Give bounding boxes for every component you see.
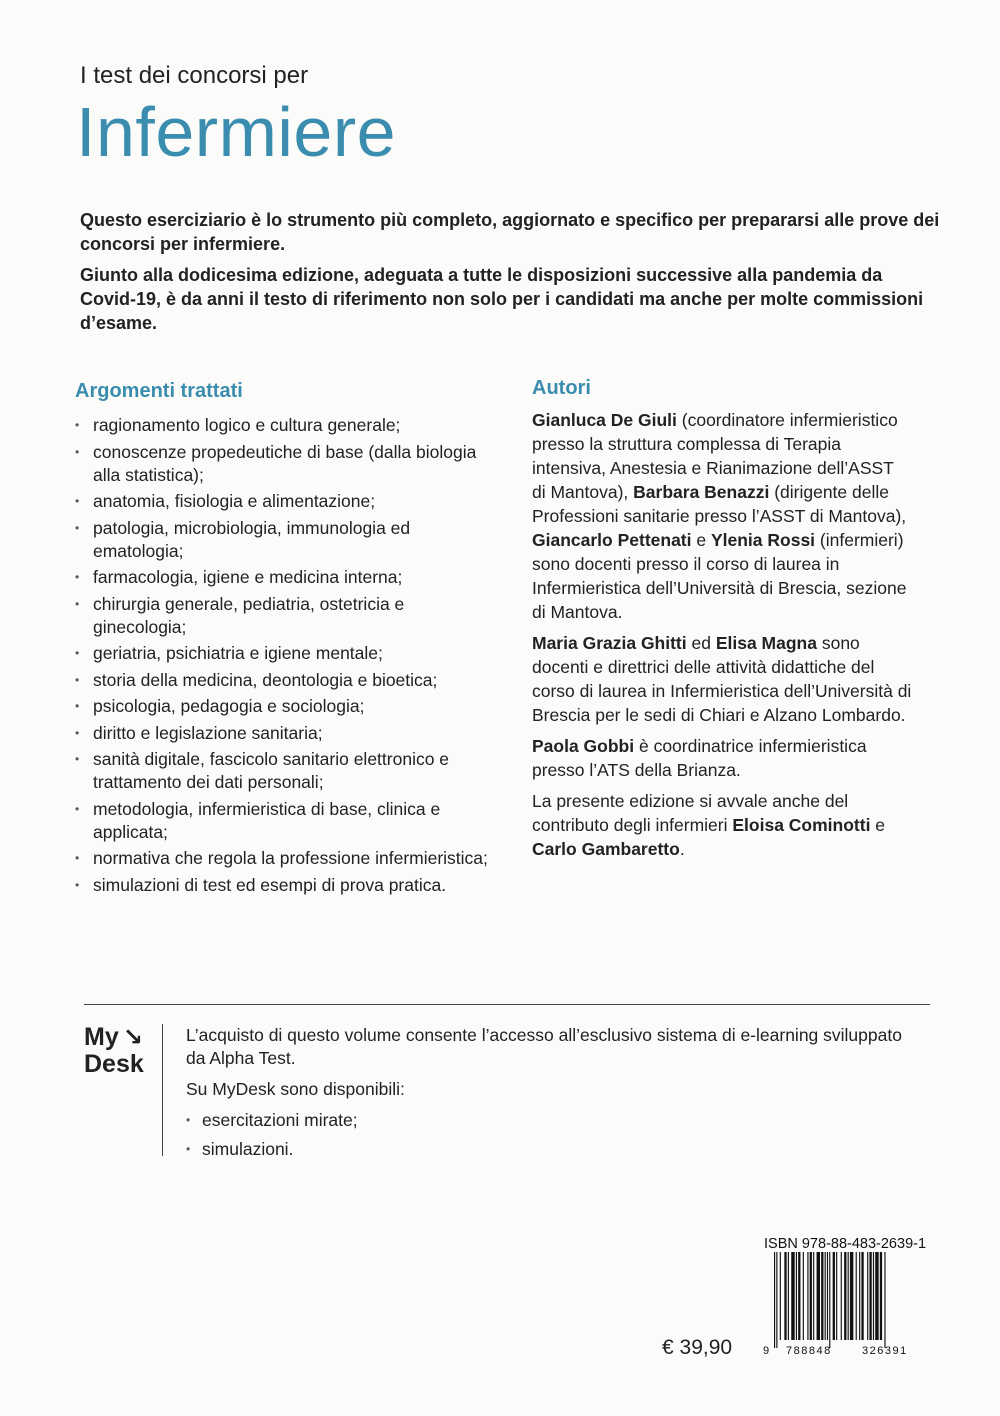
- barcode-bar: [821, 1252, 823, 1340]
- barcode-bar: [784, 1252, 786, 1340]
- barcode-bar: [829, 1252, 830, 1348]
- barcode-bar: [807, 1252, 808, 1340]
- barcode-bar: [780, 1252, 781, 1340]
- barcode-bar: [873, 1252, 874, 1340]
- logo-text-desk: Desk: [84, 1050, 144, 1078]
- author-desc: e: [691, 530, 711, 550]
- author-desc: La presente edizione si avvale anche del contributo degli infermieri: [532, 791, 849, 835]
- list-item: • anatomia, fisiologia e alimentazione;: [75, 490, 495, 513]
- list-item: • simulazioni di test ed esempi di prova pratica.: [75, 874, 495, 897]
- list-item: • esercitazioni mirate;: [186, 1109, 926, 1132]
- logo-divider: [162, 1024, 163, 1156]
- barcode-bar: [836, 1252, 837, 1340]
- list-item: • psicologia, pedagogia e sociologia;: [75, 695, 495, 718]
- price-label: € 39,90: [662, 1336, 733, 1359]
- barcode-bar: [796, 1252, 797, 1340]
- barcode-bar: [776, 1252, 777, 1348]
- author-desc: e: [870, 815, 886, 835]
- list-item: • farmacologia, igiene e medicina interna;: [75, 566, 495, 589]
- book-title: Infermiere: [76, 93, 397, 171]
- barcode-bar: [859, 1252, 860, 1340]
- topics-heading: Argomenti trattati: [75, 380, 243, 402]
- barcode: [762, 1252, 936, 1356]
- barcode-bar: [856, 1252, 857, 1340]
- list-item: • storia della medicina, deontologia e bioetica;: [75, 669, 495, 692]
- barcode-bar: [791, 1252, 794, 1340]
- list-item: • chirurgia generale, pediatria, ostetricia e ginecologia;: [75, 593, 495, 639]
- author-desc: sono docenti e direttrici delle attività didattiche del corso di laurea in Infermieristica dell’Università di Brescia per le sedi di Chiari e Alzano Lombardo.: [532, 633, 912, 725]
- barcode-digit-first: 9: [763, 1345, 770, 1356]
- mydesk-logo: [84, 1024, 164, 1077]
- author-name: Ylenia Rossi: [710, 530, 816, 550]
- list-item: • sanità digitale, fascicolo sanitario elettronico e trattamento dei dati personali;: [75, 748, 495, 794]
- barcode-bar: [844, 1252, 846, 1340]
- author-name: Maria Grazia Ghitti: [532, 633, 687, 653]
- barcode-digits-right: 326391: [862, 1345, 908, 1356]
- author-name: Elisa Magna: [715, 633, 817, 653]
- barcode-digits-left: 788848: [786, 1345, 832, 1356]
- barcode-bar: [788, 1252, 789, 1340]
- author-desc: (dirigente delle Professioni sanitarie presso l’ASST di Mantova),: [532, 482, 907, 526]
- mydesk-paragraph-1: L’acquisto di questo volume consente l’accesso all’esclusivo sistema di e-learning sviluppato da Alpha Test.: [186, 1025, 902, 1068]
- intro-paragraph-2: Giunto alla dodicesima edizione, adeguata a tutte le disposizioni successive alla pandemia da Covid-19, è da anni il testo di riferimento non solo per i candidati ma anche per molte commissioni d’esame.: [80, 265, 924, 333]
- list-item: • metodologia, infermieristica di base, clinica e applicata;: [75, 798, 495, 844]
- barcode-bar: [861, 1252, 863, 1340]
- barcode-bar: [884, 1252, 885, 1348]
- barcode-bar: [774, 1252, 775, 1348]
- barcode-bar: [841, 1252, 842, 1340]
- barcode-bar: [813, 1252, 814, 1340]
- authors-paragraph-2: [532, 631, 912, 727]
- barcode-bar: [827, 1252, 828, 1340]
- series-kicker: I test dei concorsi per: [80, 62, 309, 89]
- list-item: • patologia, microbiologia, immunologia ed ematologia;: [75, 517, 495, 563]
- author-desc: (coordinatore infermieristico presso la struttura complessa di Terapia intensiva, Anestesia e Rianimazione dell’ASST di Mantova),: [532, 410, 898, 502]
- author-name: Gianluca De Giuli: [532, 410, 677, 430]
- author-name: Paola Gobbi: [532, 736, 635, 756]
- barcode-bar: [803, 1252, 804, 1340]
- authors-text: [532, 408, 912, 868]
- authors-paragraph-3: [532, 734, 912, 782]
- author-desc: (infermieri) sono docenti presso il corso di laurea in Infermieristica dell’Università di Brescia, sezione di Mantova.: [532, 530, 907, 622]
- barcode-bar: [798, 1252, 800, 1340]
- mydesk-paragraph-2: Su MyDesk sono disponibili:: [186, 1079, 405, 1099]
- author-name: Eloisa Cominotti: [732, 815, 871, 835]
- mydesk-text: [186, 1024, 926, 1167]
- barcode-bars: [774, 1252, 886, 1348]
- author-desc: è coordinatrice infermieristica presso l’ATS della Brianza.: [532, 736, 867, 780]
- intro-paragraph-1: Questo eserciziario è lo strumento più completo, aggiornato e specifico per prepararsi alle prove dei concorsi per infermiere.: [80, 210, 940, 254]
- author-name: Giancarlo Pettenati: [532, 530, 692, 550]
- authors-paragraph-1: [532, 408, 912, 624]
- barcode-bar: [850, 1252, 853, 1340]
- author-name: Barbara Benazzi: [633, 482, 770, 502]
- barcode-bar: [875, 1252, 878, 1340]
- barcode-bar: [869, 1252, 871, 1340]
- barcode-bar: [848, 1252, 849, 1340]
- barcode-bar: [867, 1252, 868, 1340]
- section-divider: [84, 1004, 930, 1005]
- logo-text-my: My: [84, 1023, 119, 1051]
- barcode-bar: [825, 1252, 826, 1340]
- list-item: • geriatria, psichiatria e igiene mentale;: [75, 642, 495, 665]
- list-item: • simulazioni.: [186, 1138, 926, 1161]
- authors-paragraph-4: [532, 789, 912, 861]
- barcode-bar: [880, 1252, 882, 1340]
- author-name: Carlo Gambaretto: [532, 839, 680, 859]
- list-item: • ragionamento logico e cultura generale;: [75, 414, 495, 437]
- barcode-bar: [810, 1252, 812, 1340]
- list-item: • normativa che regola la professione infermieristica;: [75, 847, 495, 870]
- author-desc: ed: [686, 633, 716, 653]
- arrow-down-right-icon: ↘: [122, 1024, 143, 1051]
- topics-list: [75, 414, 495, 900]
- author-desc: .: [679, 839, 685, 859]
- barcode-bar: [817, 1252, 820, 1340]
- barcode-bar: [833, 1252, 835, 1340]
- list-item: • conoscenze propedeutiche di base (dalla biologia alla statistica);: [75, 441, 495, 487]
- intro-text: [80, 208, 940, 342]
- isbn-label: ISBN 978-88-483-2639-1: [764, 1236, 927, 1252]
- mydesk-list: [186, 1109, 926, 1161]
- authors-heading: Autori: [532, 377, 591, 399]
- list-item: • diritto e legislazione sanitaria;: [75, 722, 495, 745]
